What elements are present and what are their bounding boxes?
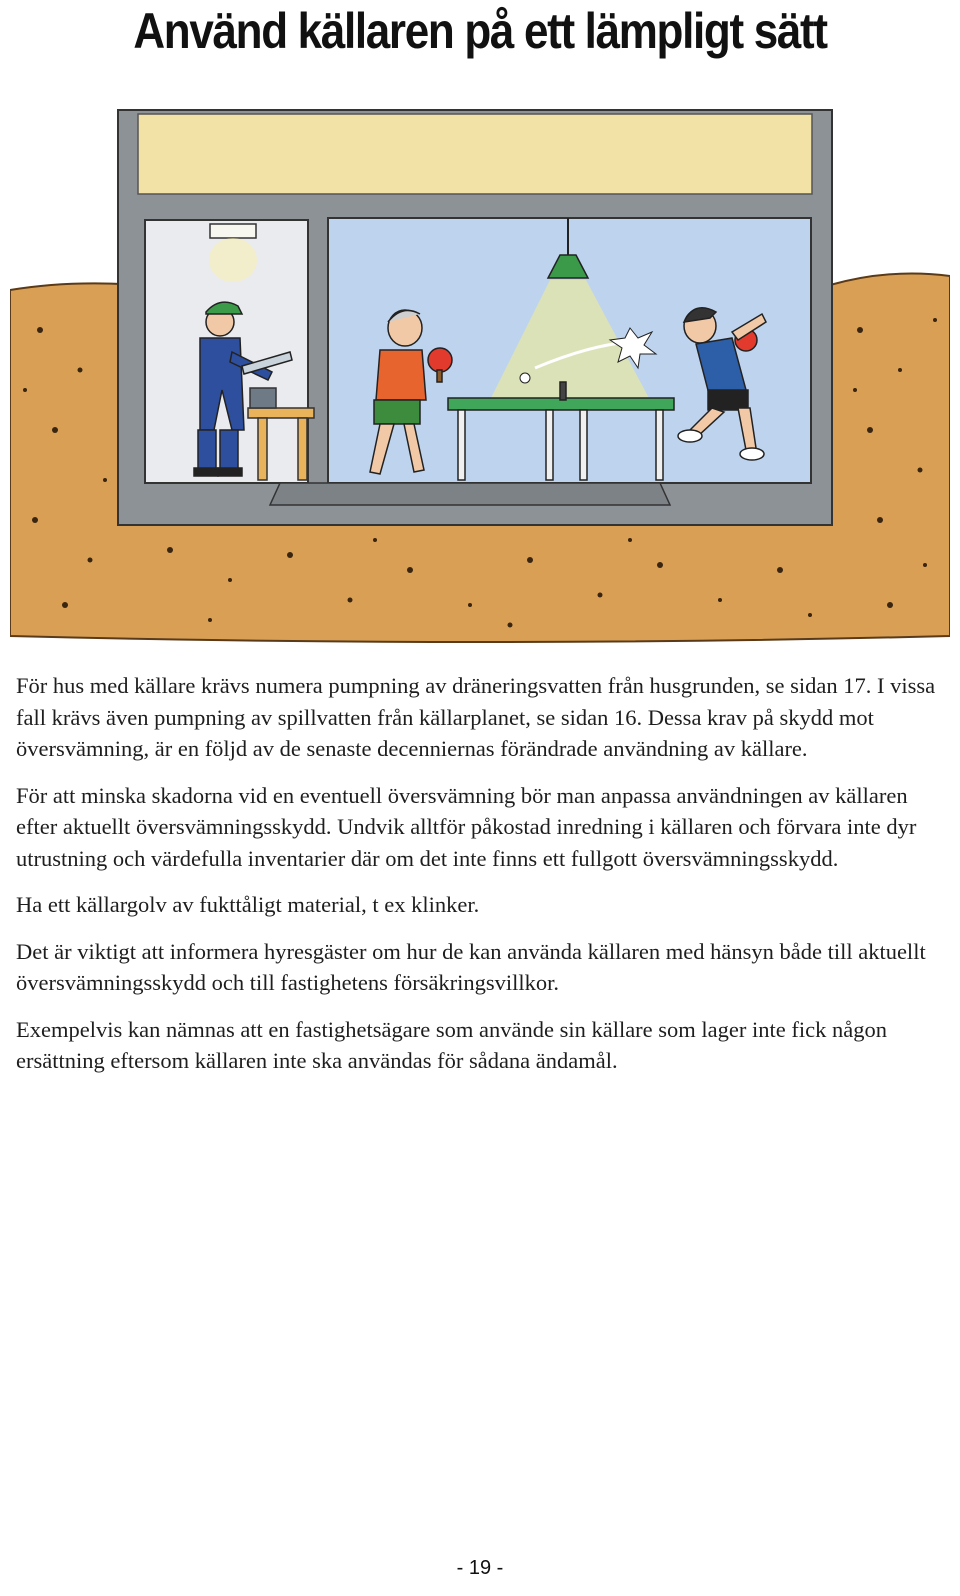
- paragraph: Exempelvis kan nämnas att en fastighetsägare som använde sin källare som lager inte fick någon ersättning eftersom källaren inte ska användas för sådana ändamål.: [16, 1016, 887, 1073]
- ping-pong-ball: [520, 373, 530, 383]
- body-text: [16, 670, 946, 1092]
- basement-illustration: [10, 100, 950, 660]
- paragraph: För att minska skadorna vid en eventuell översvämning bör man anpassa användningen av källaren efter aktuellt översvämningsskydd. Undvik alltför påkostad inredning i källaren och förvara inte dyr utrustning och värdefulla inventarier där om det inte finns ett fullgott översvämningsskydd.: [16, 782, 917, 871]
- paragraph: För hus med källare krävs numera pumpning av dräneringsvatten från husgrunden, se sidan 17. I vissa fall krävs även pumpning av spillvatten från källarplanet, se sidan 16. Dessa krav på skydd mot översvämning, är en följd av de senaste decenniernas förändrade användning av källare.: [16, 673, 936, 761]
- ground-floor-room: [138, 114, 812, 194]
- workshop-lamp: [210, 224, 256, 238]
- paragraph: Ha ett källargolv av fukttåligt material, t ex klinker.: [16, 892, 480, 917]
- page-number: - 19 -: [456, 1557, 504, 1579]
- floor-slab: [270, 483, 670, 505]
- page-title: Använd källaren på ett lämpligt sätt: [133, 3, 827, 59]
- paragraph: Det är viktigt att informera hyresgäster om hur de kan använda källaren med hänsyn både till aktuellt översvämningsskydd och till fastighetens försäkringsvillkor.: [16, 938, 926, 995]
